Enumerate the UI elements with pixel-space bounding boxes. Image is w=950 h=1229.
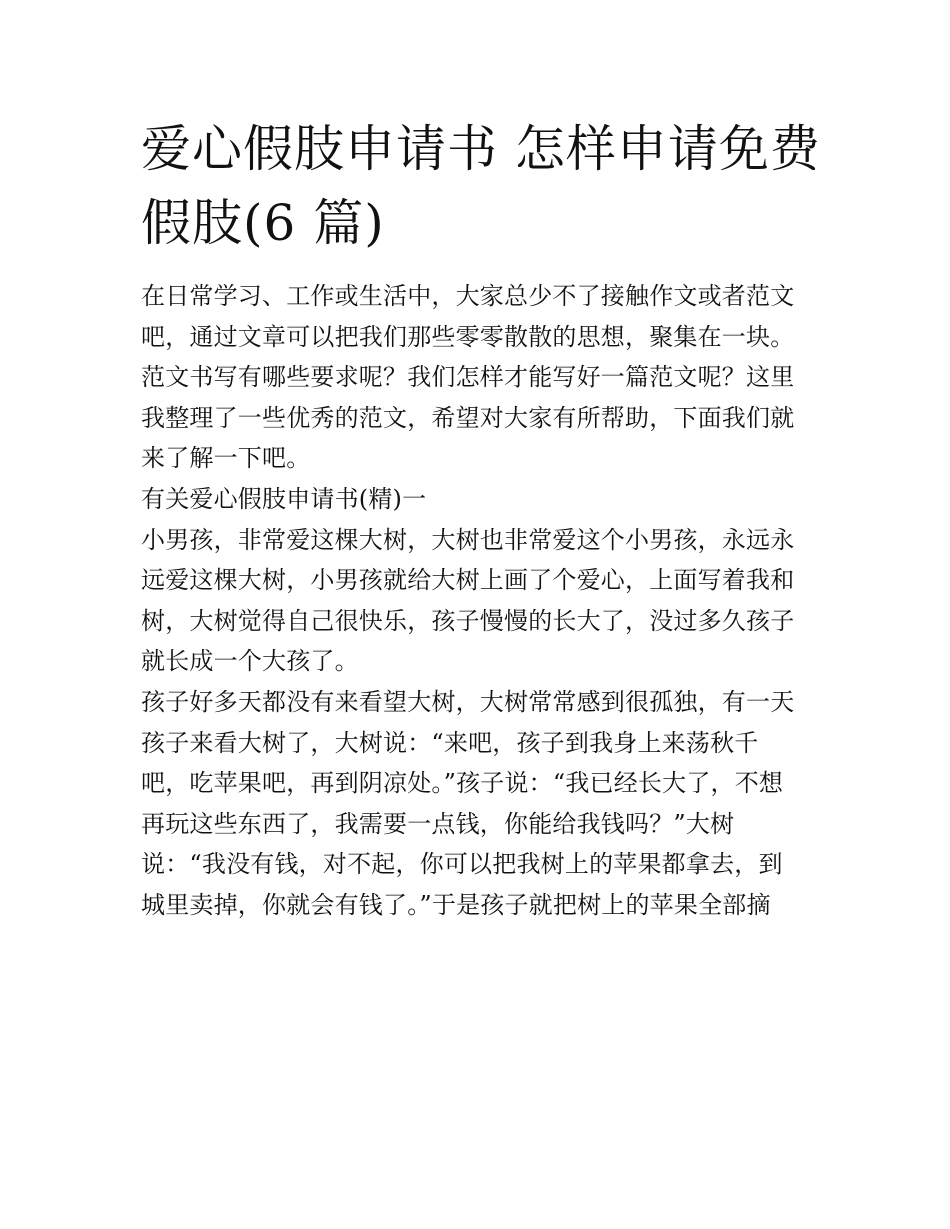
body-line: 说：“我没有钱，对不起，你可以把我树上的苹果都拿去，到	[141, 850, 783, 879]
body-line: 城里卖掉，你就会有钱了。”于是孩子就把树上的苹果全部摘	[141, 890, 771, 919]
body-line: 孩子来看大树了，大树说：“来吧，孩子到我身上来荡秋千	[141, 728, 759, 757]
document-body	[141, 276, 813, 926]
body-line: 孩子好多天都没有来看望大树，大树常常感到很孤独，有一天	[141, 687, 795, 716]
body-line: 再玩这些东西了，我需要一点钱，你能给我钱吗？”大树	[141, 809, 735, 838]
body-line: 远爱这棵大树，小男孩就给大树上画了个爱心，上面写着我和	[141, 566, 795, 595]
document-title	[141, 112, 821, 260]
section-heading: 有关爱心假肢申请书(精)一	[141, 484, 427, 513]
body-line: 范文书写有哪些要求呢？我们怎样才能写好一篇范文呢？这里	[141, 363, 795, 392]
body-line: 在日常学习、工作或生活中，大家总少不了接触作文或者范文	[141, 282, 795, 310]
body-line: 吧，吃苹果吧，再到阴凉处。”孩子说：“我已经长大了，不想	[141, 769, 784, 798]
document-page	[141, 112, 821, 926]
title-line-1: 爱心假肢申请书 怎样申请免费	[141, 120, 821, 178]
body-line: 我整理了一些优秀的范文，希望对大家有所帮助，下面我们就	[141, 403, 795, 432]
body-line: 小男孩，非常爱这棵大树，大树也非常爱这个小男孩，永远永	[141, 525, 795, 554]
body-line: 树，大树觉得自己很快乐，孩子慢慢的长大了，没过多久孩子	[141, 606, 795, 635]
body-line: 吧，通过文章可以把我们那些零零散散的思想，聚集在一块。	[141, 322, 795, 351]
body-line: 来了解一下吧。	[141, 444, 311, 473]
title-line-2: 假肢(6 篇)	[141, 194, 385, 252]
body-line: 就长成一个大孩了。	[141, 647, 359, 676]
